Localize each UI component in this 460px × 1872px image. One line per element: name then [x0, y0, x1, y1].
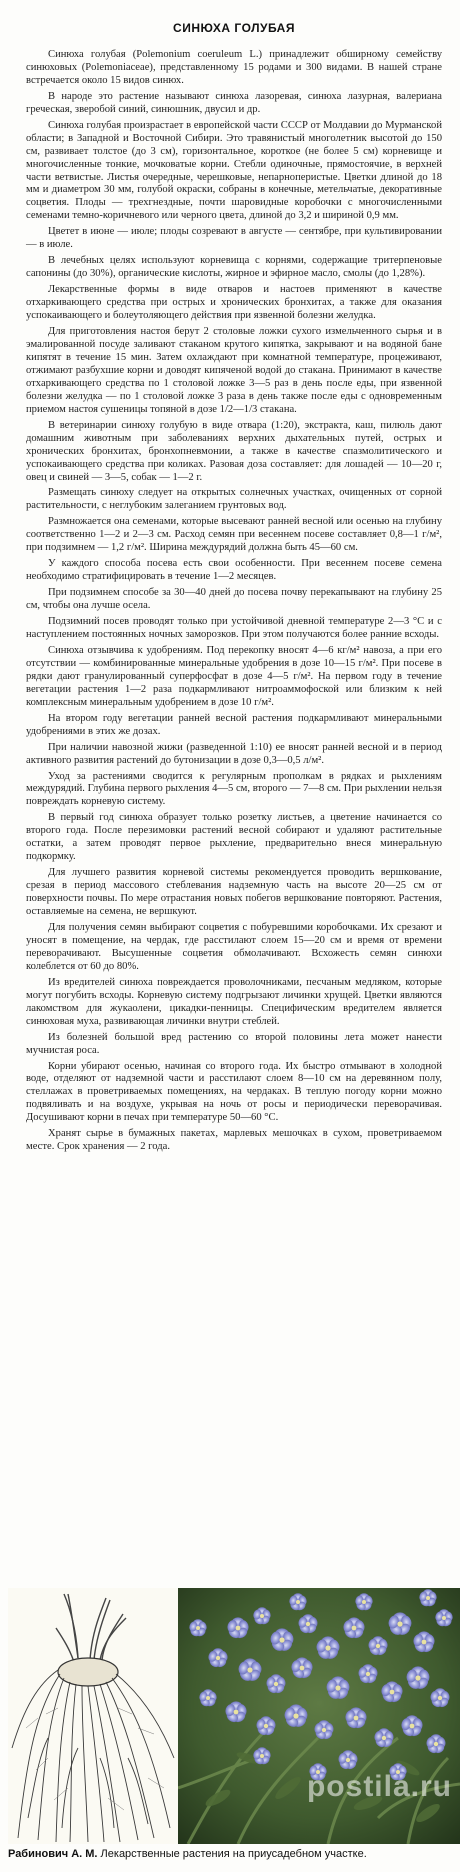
article-paragraph: В лечебных целях используют корневища с корнями, содержащие тритерпеновые сапонины (до 30%), органические кислоты, жирное и эфирное масло, смолы (до 1,28%).	[26, 255, 442, 280]
article-paragraph: Для лучшего развития корневой системы рекомендуется проводить вершкование, срезая в период массового стеблевания надземную часть на высоте 20—25 см от поверхности почвы. По мере отрастания новых побегов вершкование повторяют. Растения, оставляемые на семена, не вершкуют.	[26, 867, 442, 918]
article-body	[26, 49, 442, 1154]
article-paragraph: При наличии навозной жижи (разведенной 1:10) ее вносят ранней весной и в период активного развития растений до бутонизации в дозе 0,3—0,5 л/м².	[26, 741, 442, 766]
root-drawing-image	[8, 1588, 178, 1844]
article-paragraph: Синюха голубая (Polemonium coeruleum L.) принадлежит обширному семейству синюховых (Polemoniaceae), представленному 15 родами и 300 видами. В нашей стране встречается около 15 видов синюх.	[26, 48, 442, 86]
article-paragraph: Из болезней большой вред растению со второй половины лета может нанести мучнистая роса.	[26, 1031, 442, 1056]
article-paragraph: Хранят сырье в бумажных пакетах, марлевых мешочках в сухом, проветриваемом месте. Срок хранения — 2 года.	[26, 1128, 442, 1153]
article-paragraph: Уход за растениями сводится к регулярным прополкам в рядках и рыхлениям междурядий. Глубина первого рыхления 4—5 см, второго — 7—8 см. При рыхлении нельзя повреждать корневую систему.	[26, 770, 442, 808]
article-paragraph: Лекарственные формы в виде отваров и настоев применяют в качестве отхаркивающего средства при острых и хронических бронхитах, а также для оказания успокаивающего и болеутоляющего действия при язвенной болезни желудка.	[26, 284, 442, 322]
flower-photo-image	[178, 1588, 460, 1844]
article-paragraph: Синюха голубая произрастает в европейской части СССР от Молдавии до Мурманской области; в Западной и Восточной Сибири. Это травянистый многолетник высотой до 150 см, развивает толстое (до 3 см), горизонтальное, короткое (не более 5 см) корневище и многочисленные тонкие, мочковатые корни. Стебли одиночные, прямостоячие, в верхней части ветвистые. Листья очередные, черешковые, непарноперистые. Цветки длиной до 18 мм и диаметром 30 мм, голубой окраски, собраны в конечные, метельчатые, декоративные соцветия. Плоды — трехгнездные, почти шаровидные коробочки с многочисленными семенами темно-коричневого или черного цвета, длиной до 3,2 и шириной 0,9 мм.	[26, 119, 442, 222]
article-paragraph: Синюха отзывчива к удобрениям. Под перекопку вносят 4—6 кг/м² навоза, а при его отсутствии — комбинированные минеральные удобрения в дозе 10—15 г/м². При посеве в рядки дают гранулированный суперфосфат в дозе 4—5 г/м². На первом году в течение вегетации растения 1—2 раза подкармливают нитроаммофоской или близким к ней комплексным минеральным удобрением в дозе 10 г/м².	[26, 644, 442, 708]
caption-author: Рабинович А. М.	[8, 1848, 98, 1860]
article-paragraph: Размещать синюху следует на открытых солнечных участках, очищенных от сорной растительности, с неглубоким залеганием грунтовых вод.	[26, 487, 442, 512]
article-paragraph: В народе это растение называют синюха лазоревая, синюха лазурная, валериана греческая, зверобой синий, синюшник, двусил и др.	[26, 90, 442, 115]
article-paragraph: У каждого способа посева есть свои особенности. При весеннем посеве семена необходимо стратифицировать в течение 1—2 месяцев.	[26, 558, 442, 583]
article-title: СИНЮХА ГОЛУБАЯ	[173, 21, 295, 35]
article	[26, 22, 442, 1157]
article-paragraph: При подзимнем способе за 30—40 дней до посева почву перекапывают на глубину 25 см, чтобы она лучше осела.	[26, 587, 442, 612]
illustrations	[0, 1588, 460, 1844]
article-paragraph: В ветеринарии синюху голубую в виде отвара (1:20), экстракта, каш, пилюль дают домашним животным при заболеваниях верхних дыхательных путей, острых и хронических бронхитах, бронхопневмонии, а также в качестве спазмолитического и успокаивающего средства при коликах. Разовая доза составляет: для лошадей — 10—20 г, овец и свиней — 3—5, собак — 1—2 г.	[26, 419, 442, 483]
image-caption	[8, 1848, 458, 1860]
article-paragraph: Размножается она семенами, которые высевают ранней весной или осенью на глубину соответственно 1—2 и 2—3 см. Расход семян при весеннем посеве составляет 0,8—1 г/м², при подзимнем — 1,2 г/м². Ширина междурядий должна быть 45—60 см.	[26, 516, 442, 554]
article-paragraph: На втором году вегетации ранней весной растения подкармливают минеральными удобрениями в этих же дозах.	[26, 712, 442, 737]
caption-source: Лекарственные растения на приусадебном участке.	[100, 1848, 367, 1860]
article-paragraph: Для получения семян выбирают соцветия с побуревшими коробочками. Их срезают и уносят в помещение, на чердак, где расстилают слоем 15—20 см и время от времени переворачивают. Высушенные соцветия обмолачивают. Всхожесть семян синюхи колеблется от 60 до 80%.	[26, 922, 442, 972]
article-paragraph: Подзимний посев проводят только при устойчивой дневной температуре 2—3 °С и с наступлением постоянных ночных заморозков. При этом получаются более ранние всходы.	[26, 616, 442, 640]
article-paragraph: Для приготовления настоя берут 2 столовые ложки сухого измельченного сырья и в эмалированной посуде заливают стаканом крутого кипятка, закрывают и на водяной бане кипятят в течение 15 мин. Затем охлаждают при комнатной температуре, процеживают, отжимают разбухшие корни и доводят кипяченой водой до стакана. Принимают в качестве отхаркивающего средства по 1 столовой ложке 3—5 раз в день после еды, при язвенной болезни желудка — по 1 столовой ложке 3 раза в день также после еды с одновременным приемом настоя сушеницы топяной в дозе 1/2—1/3 стакана.	[26, 326, 442, 415]
article-paragraph: В первый год синюха образует только розетку листьев, а цветение начинается со второго года. После перезимовки растений весной собирают и удаляют растительные остатки, а затем проводят первое рыхление, предварительно внеся минеральную подкормку.	[26, 812, 442, 863]
article-paragraph: Из вредителей синюха повреждается проволочниками, песчаным медляком, которые могут погубить всходы. Корневую систему подгрызают личинки хрущей. Цветки являются лакомством для жукаолени, цикадки-пенницы. Специфическим вредителем является синюховая муха, развивающая личинки внутри стеблей.	[26, 976, 442, 1027]
article-paragraph: Цветет в июне — июле; плоды созревают в августе — сентябре, при культивировании — в июле.	[26, 226, 442, 251]
article-paragraph: Корни убирают осенью, начиная со второго года. Их быстро отмывают в холодной воде, отделяют от надземной части и расстилают слоем 8—10 см на деревянном полу, стеллажах в проветриваемых помещениях, на чердаках. В теплую погоду корни можно подвяливать и на воздухе, укрывая на ночь от росы и периодически переворачивая. Досушивают корни в печах при температуре 50—60 °С.	[26, 1060, 442, 1124]
watermark-text: postila.ru	[306, 1770, 452, 1803]
